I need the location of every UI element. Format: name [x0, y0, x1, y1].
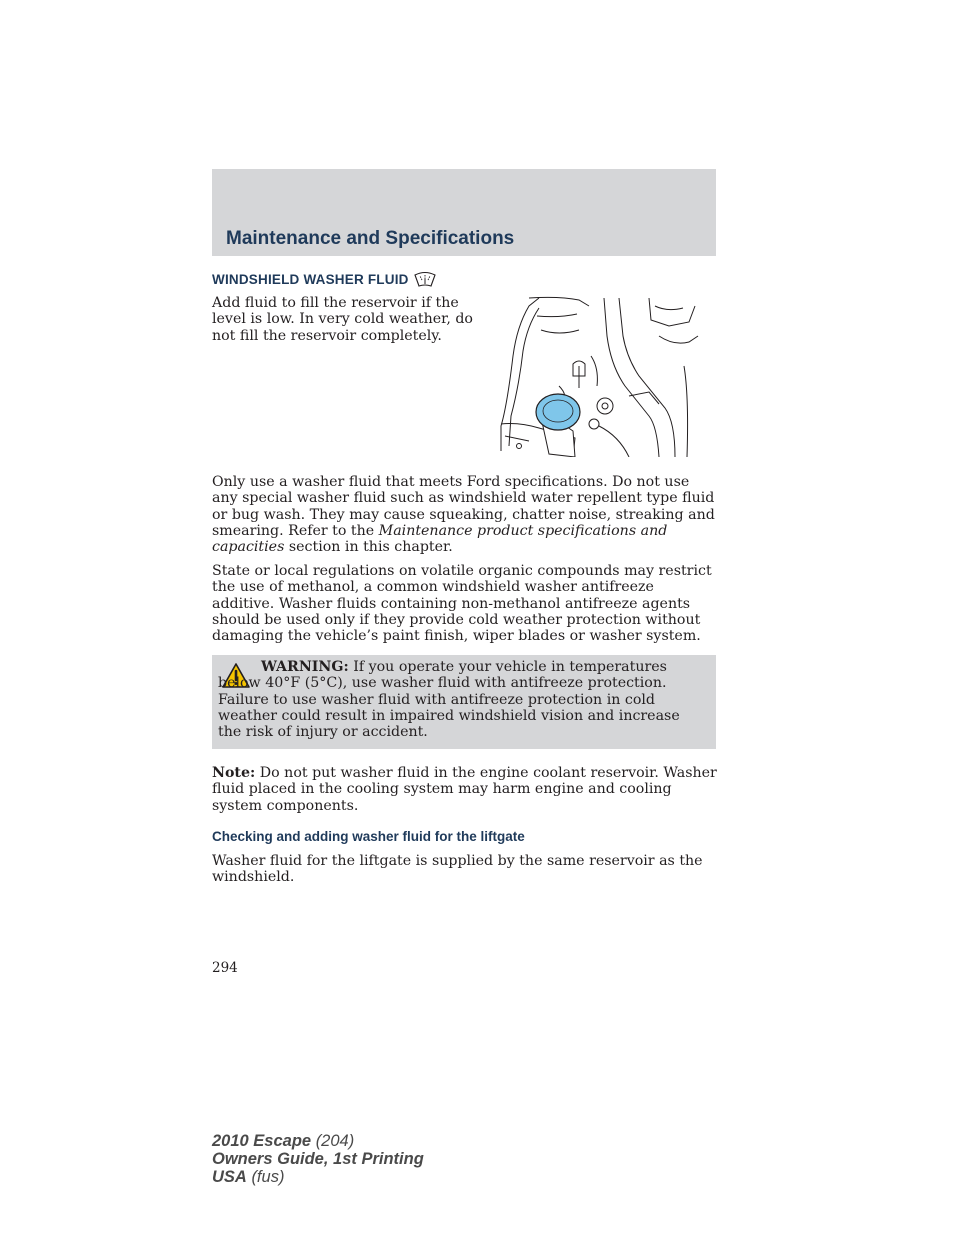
intro-paragraph: Add fluid to fill the reservoir if the level is low. In very cold weather, do not fill the reservoir completely.: [212, 295, 473, 344]
note-text: Do not put washer fluid in the engine coolant reservoir. Washer fluid placed in the cooling system may harm engine and cooling system components.: [212, 765, 717, 814]
chapter-title: Maintenance and Specifications: [226, 228, 515, 249]
warning-message: If you operate your vehicle in temperatures below 40°F (5°C), use washer fluid with antifreeze protection. Failure to use washer fluid with antifreeze protection in cold weather could result in impaired windshield vision and increase the risk of injury or accident.: [218, 659, 680, 741]
footer-market-code: (fus): [251, 1168, 285, 1186]
warning-box: [212, 655, 716, 749]
footer-guide: Owners Guide, 1st Printing: [212, 1150, 424, 1168]
windshield-washer-icon: [414, 270, 436, 288]
footer-imprint: [212, 1132, 424, 1186]
specification-reference: Maintenance product specifications and capacities: [212, 522, 668, 556]
washer-reservoir-figure: [499, 296, 699, 457]
chapter-header-band: [212, 169, 716, 256]
specification-text-end: section in this chapter.: [284, 539, 453, 556]
reservoir-cap: [536, 394, 580, 430]
specification-text: Only use a washer fluid that meets Ford specifications. Do not use any special washer fluid such as windshield water repellent type fluid or bug wash. They may cause squeaking, chatter noise, streaking and smearing. Refer to the: [212, 474, 715, 539]
note-paragraph: [212, 765, 717, 814]
subsection-heading: Checking and adding washer fluid for the liftgate: [212, 829, 525, 844]
note-label: Note:: [212, 765, 256, 781]
footer-market: USA: [212, 1168, 247, 1186]
warning-label: WARNING:: [261, 659, 349, 675]
specification-paragraph: [212, 474, 717, 555]
section-heading-text: WINDSHIELD WASHER FLUID: [212, 271, 409, 287]
liftgate-paragraph: Washer fluid for the liftgate is supplied by the same reservoir as the windshield.: [212, 853, 703, 886]
footer-model: 2010 Escape: [212, 1132, 312, 1150]
warning-text: [218, 659, 706, 740]
regulations-paragraph: State or local regulations on volatile organic compounds may restrict the use of methanol, a common windshield washer antifreeze additive. Washer fluids containing non-methanol antifreeze agents should be used only if they provide cold weather protection without damaging the vehicle’s paint finish, wiper blades or washer system.: [212, 563, 712, 645]
footer-model-code: (204): [315, 1132, 355, 1150]
section-heading: [212, 270, 436, 288]
page-number: 294: [212, 960, 238, 976]
